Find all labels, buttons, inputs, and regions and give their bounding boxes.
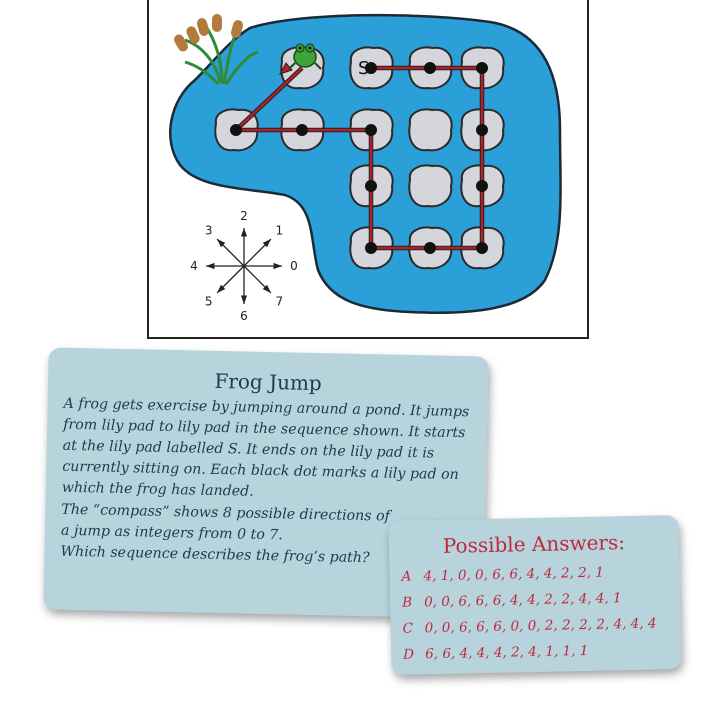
compass-label: 3 (204, 223, 213, 238)
problem-line: The “compass” shows 8 possible directions of (61, 501, 390, 525)
answer-option-b[interactable] (402, 590, 622, 611)
compass-label: 4 (190, 259, 198, 273)
answer-letter: D (403, 646, 415, 663)
lily-pad (409, 166, 451, 207)
answer-text: 4, 1, 0, 0, 6, 6, 4, 4, 2, 2, 1 (423, 564, 605, 585)
landing-dot (476, 124, 488, 136)
start-label: S (358, 58, 370, 79)
answer-option-c[interactable] (403, 615, 657, 636)
compass-label: 6 (240, 309, 248, 323)
landing-dot (365, 242, 377, 254)
answer-letter: C (402, 620, 414, 637)
problem-line: A frog gets exercise by jumping around a pond. It jumps (63, 395, 470, 421)
answers-title: Possible Answers: (442, 530, 626, 558)
problem-line: at the lily pad labelled S. It ends on the lily pad it is (62, 437, 435, 462)
compass-label: 2 (240, 209, 248, 223)
landing-dot (476, 242, 488, 254)
landing-dot (476, 62, 488, 74)
problem-line: from lily pad to lily pad in the sequence shown. It starts (63, 416, 466, 442)
landing-dot (296, 124, 308, 136)
compass-label: 0 (290, 259, 298, 273)
answer-option-a[interactable] (401, 565, 604, 585)
problem-line: Which sequence describes the frog’s path? (60, 543, 370, 567)
compass-label: 7 (275, 294, 284, 309)
pond-diagram (0, 0, 726, 350)
answer-letter: A (401, 568, 412, 585)
problem-line: a jump as integers from 0 to 7. (60, 522, 284, 544)
compass-label: 1 (275, 223, 284, 238)
problem-title: Frog Jump (214, 368, 323, 396)
answer-text: 6, 6, 4, 4, 4, 2, 4, 1, 1, 1 (425, 642, 589, 663)
landing-dot (424, 62, 436, 74)
answer-option-d[interactable] (403, 643, 588, 663)
landing-dot (365, 124, 377, 136)
answers-card (388, 515, 681, 675)
lily-pad (409, 110, 451, 151)
problem-line: which the frog has landed. (61, 479, 254, 500)
landing-dot (424, 242, 436, 254)
landing-dot (230, 124, 242, 136)
landing-dot (365, 180, 377, 192)
answer-letter: B (401, 594, 413, 611)
problem-line: currently sitting on. Each black dot marks a lily pad on (62, 458, 459, 484)
compass-label: 5 (204, 294, 213, 309)
answer-text: 0, 0, 6, 6, 6, 0, 0, 2, 2, 2, 2, 4, 4, 4 (424, 615, 657, 637)
answer-text: 0, 0, 6, 6, 6, 4, 4, 2, 2, 4, 4, 1 (423, 590, 622, 611)
landing-dot (476, 180, 488, 192)
